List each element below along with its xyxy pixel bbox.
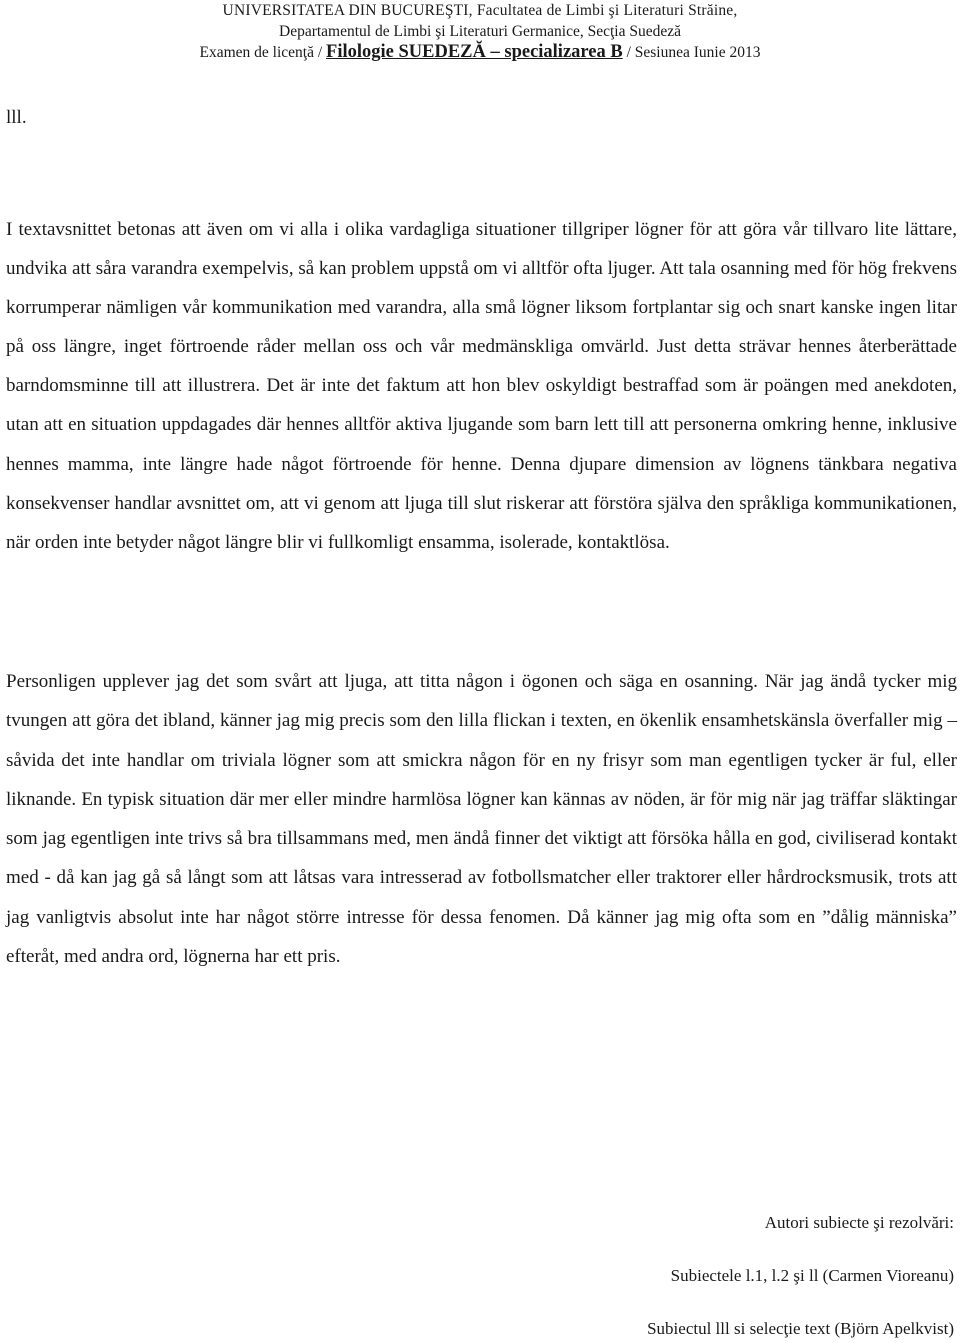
authors-line-2: Subiectul lll si selecţie text (Björn Apelkvist) [647,1319,954,1338]
university-line: UNIVERSITATEA DIN BUCUREŞTI, Facultatea de Limbi şi Literaturi Străine, [222,2,738,19]
exam-line [0,42,960,63]
document-header [0,0,960,63]
specialization: Filologie SUEDEZĂ – specializarea B [326,42,623,62]
session: / Sesiunea Iunie 2013 [622,44,761,61]
department-line: Departamentul de Limbi şi Literaturi Germanice, Secţia Suedeză [279,23,681,40]
paragraph-2: Personligen upplever jag det som svårt att ljuga, att titta någon i ögonen och säga en osanning. När jag ändå tycker mig tvungen att göra det ibland, känner jag mig precis som den lilla flickan i texten, en ökenlik ensamhetskänsla överfaller mig – såvida det inte handlar om triviala lögner som att smickra någon för en ny frisyr som man egentligen tycker är ful, eller liknande. En typisk situation där mer eller mindre harmlösa lögner kan kännas av nöden, är för mig när jag träffar släktingar som jag egentligen inte trivs så bra tillsammans med, men ändå finner det viktigt att försöka hålla en god, civiliserad kontakt med - då kan jag gå så långt som att låtsas vara intresserad av fotbollsmatcher eller traktorer eller hårdrocksmusik, trots att jag vanligtvis absolut inte har något större intresse för dessa fenomen. Då känner jag mig ofta som en ”dålig människa” efteråt, med andra ord, lögnerna har ett pris. [6,671,957,968]
authors-title: Autori subiecte şi rezolvări: [764,1213,954,1232]
exam-prefix: Examen de licenţă / [199,44,327,61]
section-numeral: lll. [6,107,27,128]
paragraph-1: I textavsnittet betonas att även om vi alla i olika vardagliga situationer tillgriper lögner för att göra vår tillvaro lite lättare, undvika att såra varandra exempelvis, så kan problem uppstå om vi alltför ofta ljuger. Att tala osanning med för hög frekvens korrumperar nämligen vår kommunikation med varandra, alla små lögner liksom fortplantar sig och snart kanske ingen litar på oss längre, inget förtroende råder mellan oss och vår medmänskliga omvärld. Just detta strävar hennes återberättade barndomsminne till att illustrera. Det är inte det faktum att hon blev oskyldigt bestraffad som är poängen med anekdoten, utan att en situation uppdagades där hennes alltför aktiva ljugande som barn lett till att personerna omkring henne, inklusive hennes mamma, inte längre hade något förtroende för henne. Denna djupare dimension av lögnens tänkbara negativa konsekvenser handlar avsnittet om, att vi genom att ljuga till slut riskerar att förstöra själva den språkliga kommunikationen, när orden inte betyder något längre blir vi fullkomligt ensamma, isolerade, kontaktlösa. [6,219,957,553]
authors-line-1: Subiectele l.1, l.2 şi ll (Carmen Vioreanu) [670,1266,954,1285]
